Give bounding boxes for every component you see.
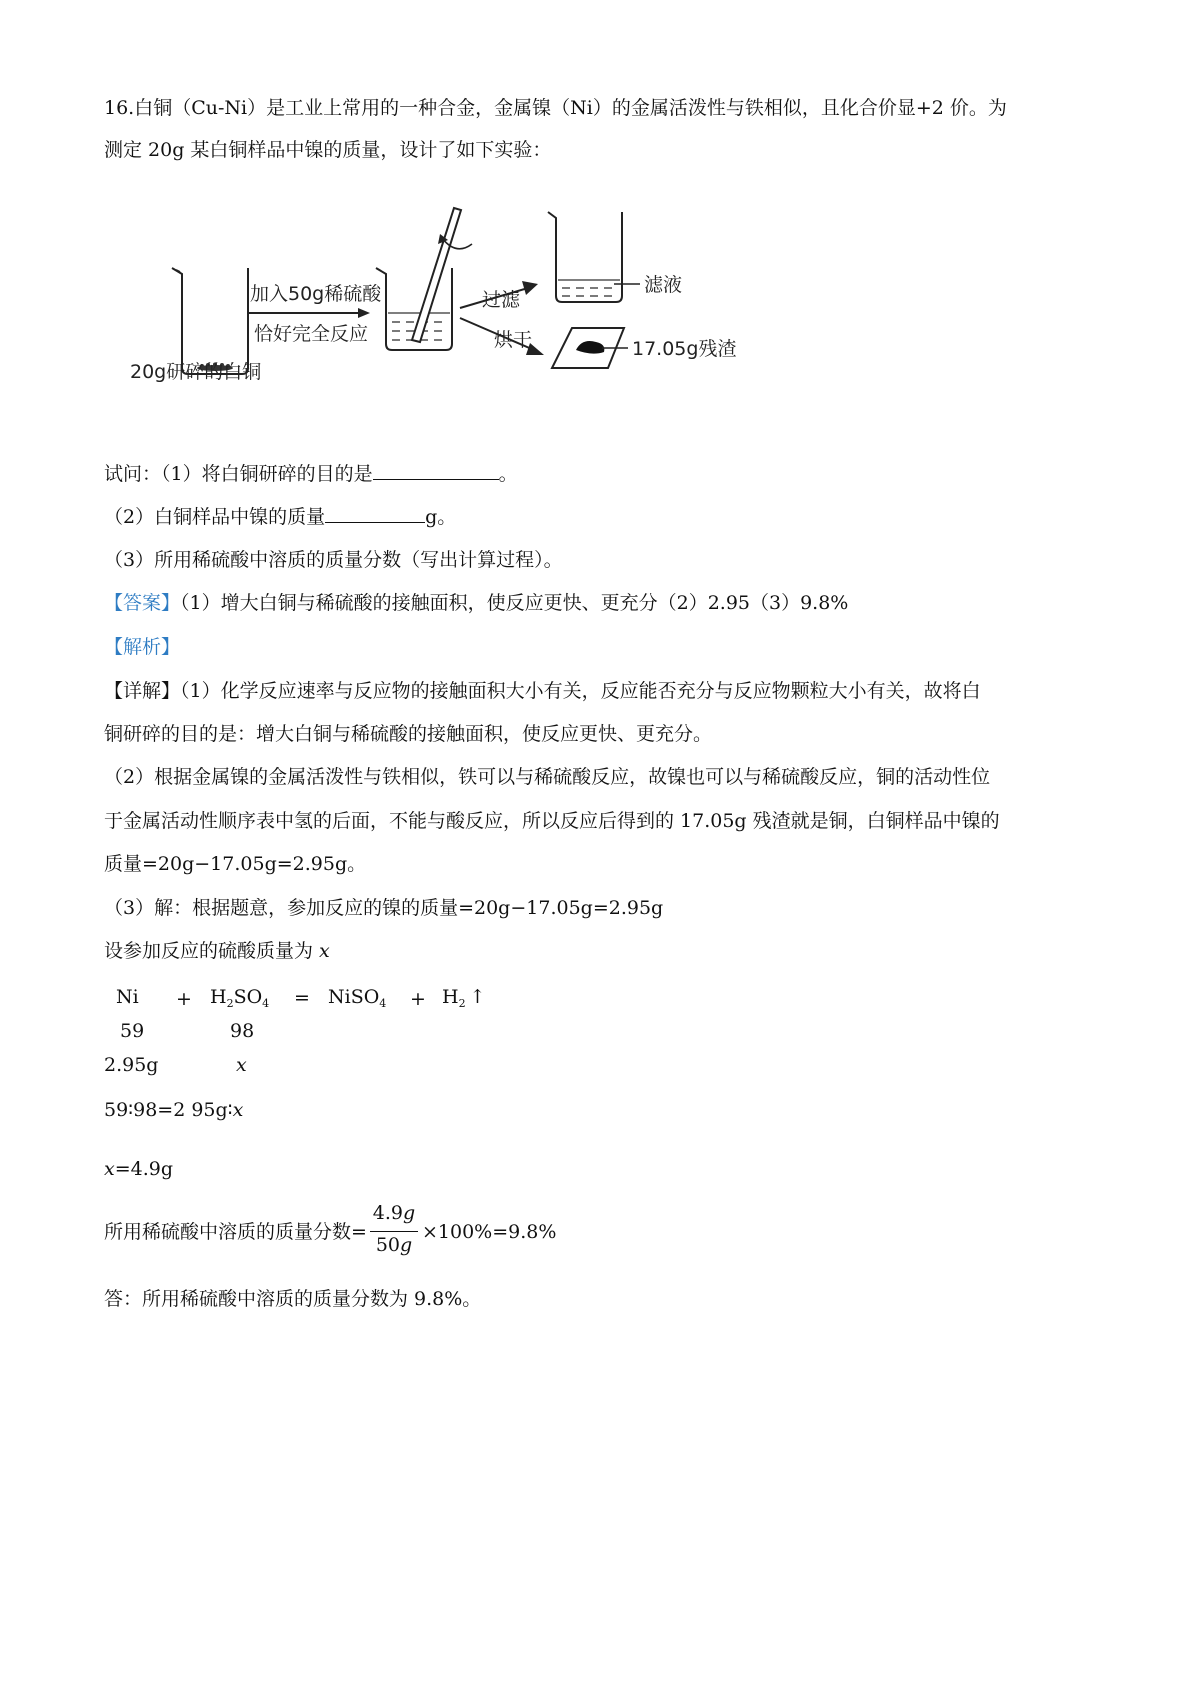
detail-p3-line1: （3）解：根据题意，参加反应的镍的质量=20g−17.05g=2.95g <box>104 897 664 919</box>
result-line <box>104 1155 173 1183</box>
eq-h2so4-sub4: 4 <box>262 997 270 1010</box>
fraction-suffix: ×100%=9.8% <box>422 1221 557 1243</box>
eq-h2-h: H <box>442 986 459 1008</box>
fraction-numerator <box>370 1202 418 1224</box>
detail-p3-prefix: 设参加反应的硫酸质量为 <box>104 940 320 962</box>
fraction-denominator <box>370 1234 418 1256</box>
eq-actual-x: x <box>236 1054 247 1076</box>
filtrate-liquid-icon <box>558 280 620 296</box>
gas-arrow-icon: ↑ <box>469 986 486 1008</box>
q2-suffix: g。 <box>425 506 457 528</box>
experiment-diagram <box>120 198 740 398</box>
den-value: 50 <box>375 1234 400 1256</box>
eq-h2-sub2: 2 <box>458 997 466 1010</box>
eq-niso4-text: NiSO <box>328 986 380 1008</box>
eq-mass-ni: 59 <box>120 1020 145 1042</box>
sub-question-3: （3）所用稀硫酸中溶质的质量分数（写出计算过程）。 <box>104 549 563 571</box>
analysis-tag: 【解析】 <box>104 636 181 658</box>
variable-x: x <box>319 940 330 962</box>
eq-h2so4-sub2: 2 <box>226 997 234 1010</box>
eq-h2so4 <box>210 983 269 1018</box>
fraction-bar <box>370 1231 418 1232</box>
arrow-head-filter <box>522 281 538 295</box>
eq-niso4 <box>328 983 386 1018</box>
eq-ni: Ni <box>116 986 139 1008</box>
answer-line <box>104 589 848 617</box>
eq-h2so4-h: H <box>210 986 227 1008</box>
den-unit: g <box>400 1234 413 1256</box>
label-filter: 过滤 <box>482 289 521 311</box>
detail-p3-line2 <box>104 937 330 965</box>
label-filtrate: 滤液 <box>644 274 683 296</box>
fraction-prefix: 所用稀硫酸中溶质的质量分数= <box>104 1221 367 1243</box>
detail-p2-line1: （2）根据金属镍的金属活泼性与铁相似，铁可以与稀硫酸反应，故镍也可以与稀硫酸反应，铜的活动性位 <box>104 766 991 788</box>
answer-text: （1）增大白铜与稀硫酸的接触面积，使反应更快、更充分（2）2.95（3）9.8% <box>180 592 849 614</box>
q1-prefix: 试问：（1）将白铜研碎的目的是 <box>104 463 373 485</box>
sub-question-2 <box>104 502 456 531</box>
label-add-acid: 加入50g稀硫酸 <box>250 283 382 305</box>
eq-equals: = <box>294 987 310 1009</box>
eq-plus-2: + <box>410 988 426 1010</box>
num-unit: g <box>403 1202 416 1224</box>
num-value: 4.9 <box>372 1202 404 1224</box>
conclusion-line: 答：所用稀硫酸中溶质的质量分数为 9.8%。 <box>104 1288 482 1310</box>
label-dry: 烘干 <box>494 329 533 351</box>
eq-mass-h2so4: 98 <box>230 1020 255 1042</box>
question-line-2: 测定 20g 某白铜样品中镍的质量，设计了如下实验： <box>104 139 552 161</box>
proportion-left: 59∶98=2 95g∶ <box>104 1099 233 1121</box>
detail-p1-text: （1）化学反应速率与反应物的接触面积大小有关，反应能否充分与反应物颗粒大小有关，故将白 <box>180 680 981 702</box>
eq-plus-1: + <box>176 988 192 1010</box>
result-value: =4.9g <box>114 1158 174 1180</box>
detail-p1-line2: 铜研碎的目的是：增大白铜与稀硫酸的接触面积，使反应更快、更充分。 <box>104 723 713 745</box>
q2-prefix: （2）白铜样品中镍的质量 <box>104 506 326 528</box>
q1-suffix: 。 <box>498 463 518 485</box>
eq-h2so4-so: SO <box>233 986 263 1008</box>
eq-actual-ni: 2.95g <box>104 1054 159 1076</box>
beaker-sample-icon <box>172 268 248 374</box>
answer-tag: 【答案】 <box>104 592 181 614</box>
label-react: 恰好完全反应 <box>254 323 369 345</box>
eq-niso4-sub4: 4 <box>379 997 387 1010</box>
q2-answer-blank <box>325 502 425 523</box>
proportion-var: x <box>232 1099 244 1121</box>
detail-p2-line2: 于金属活动性顺序表中氢的后面，不能与酸反应，所以反应后得到的 17.05g 残渣就是铜，白铜样品中镍的 <box>104 810 1000 832</box>
question-line-1: 16.白铜（Cu-Ni）是工业上常用的一种合金，金属镍（Ni）的金属活泼性与铁相似，且化合价显+2 价。为 <box>104 97 1007 119</box>
detail-tag: 【详解】 <box>104 680 181 702</box>
result-var: x <box>104 1158 115 1180</box>
eq-h2 <box>442 983 486 1018</box>
detail-p1-line1 <box>104 677 981 705</box>
arrow-head-add <box>358 308 370 318</box>
sub-question-1 <box>104 459 518 488</box>
detail-p2-line3: 质量=20g−17.05g=2.95g。 <box>104 853 367 875</box>
label-residue: 17.05g残渣 <box>632 338 737 360</box>
proportion-line <box>104 1096 243 1124</box>
q1-answer-blank <box>373 459 499 480</box>
label-sample: 20g研碎的白铜 <box>130 361 262 383</box>
